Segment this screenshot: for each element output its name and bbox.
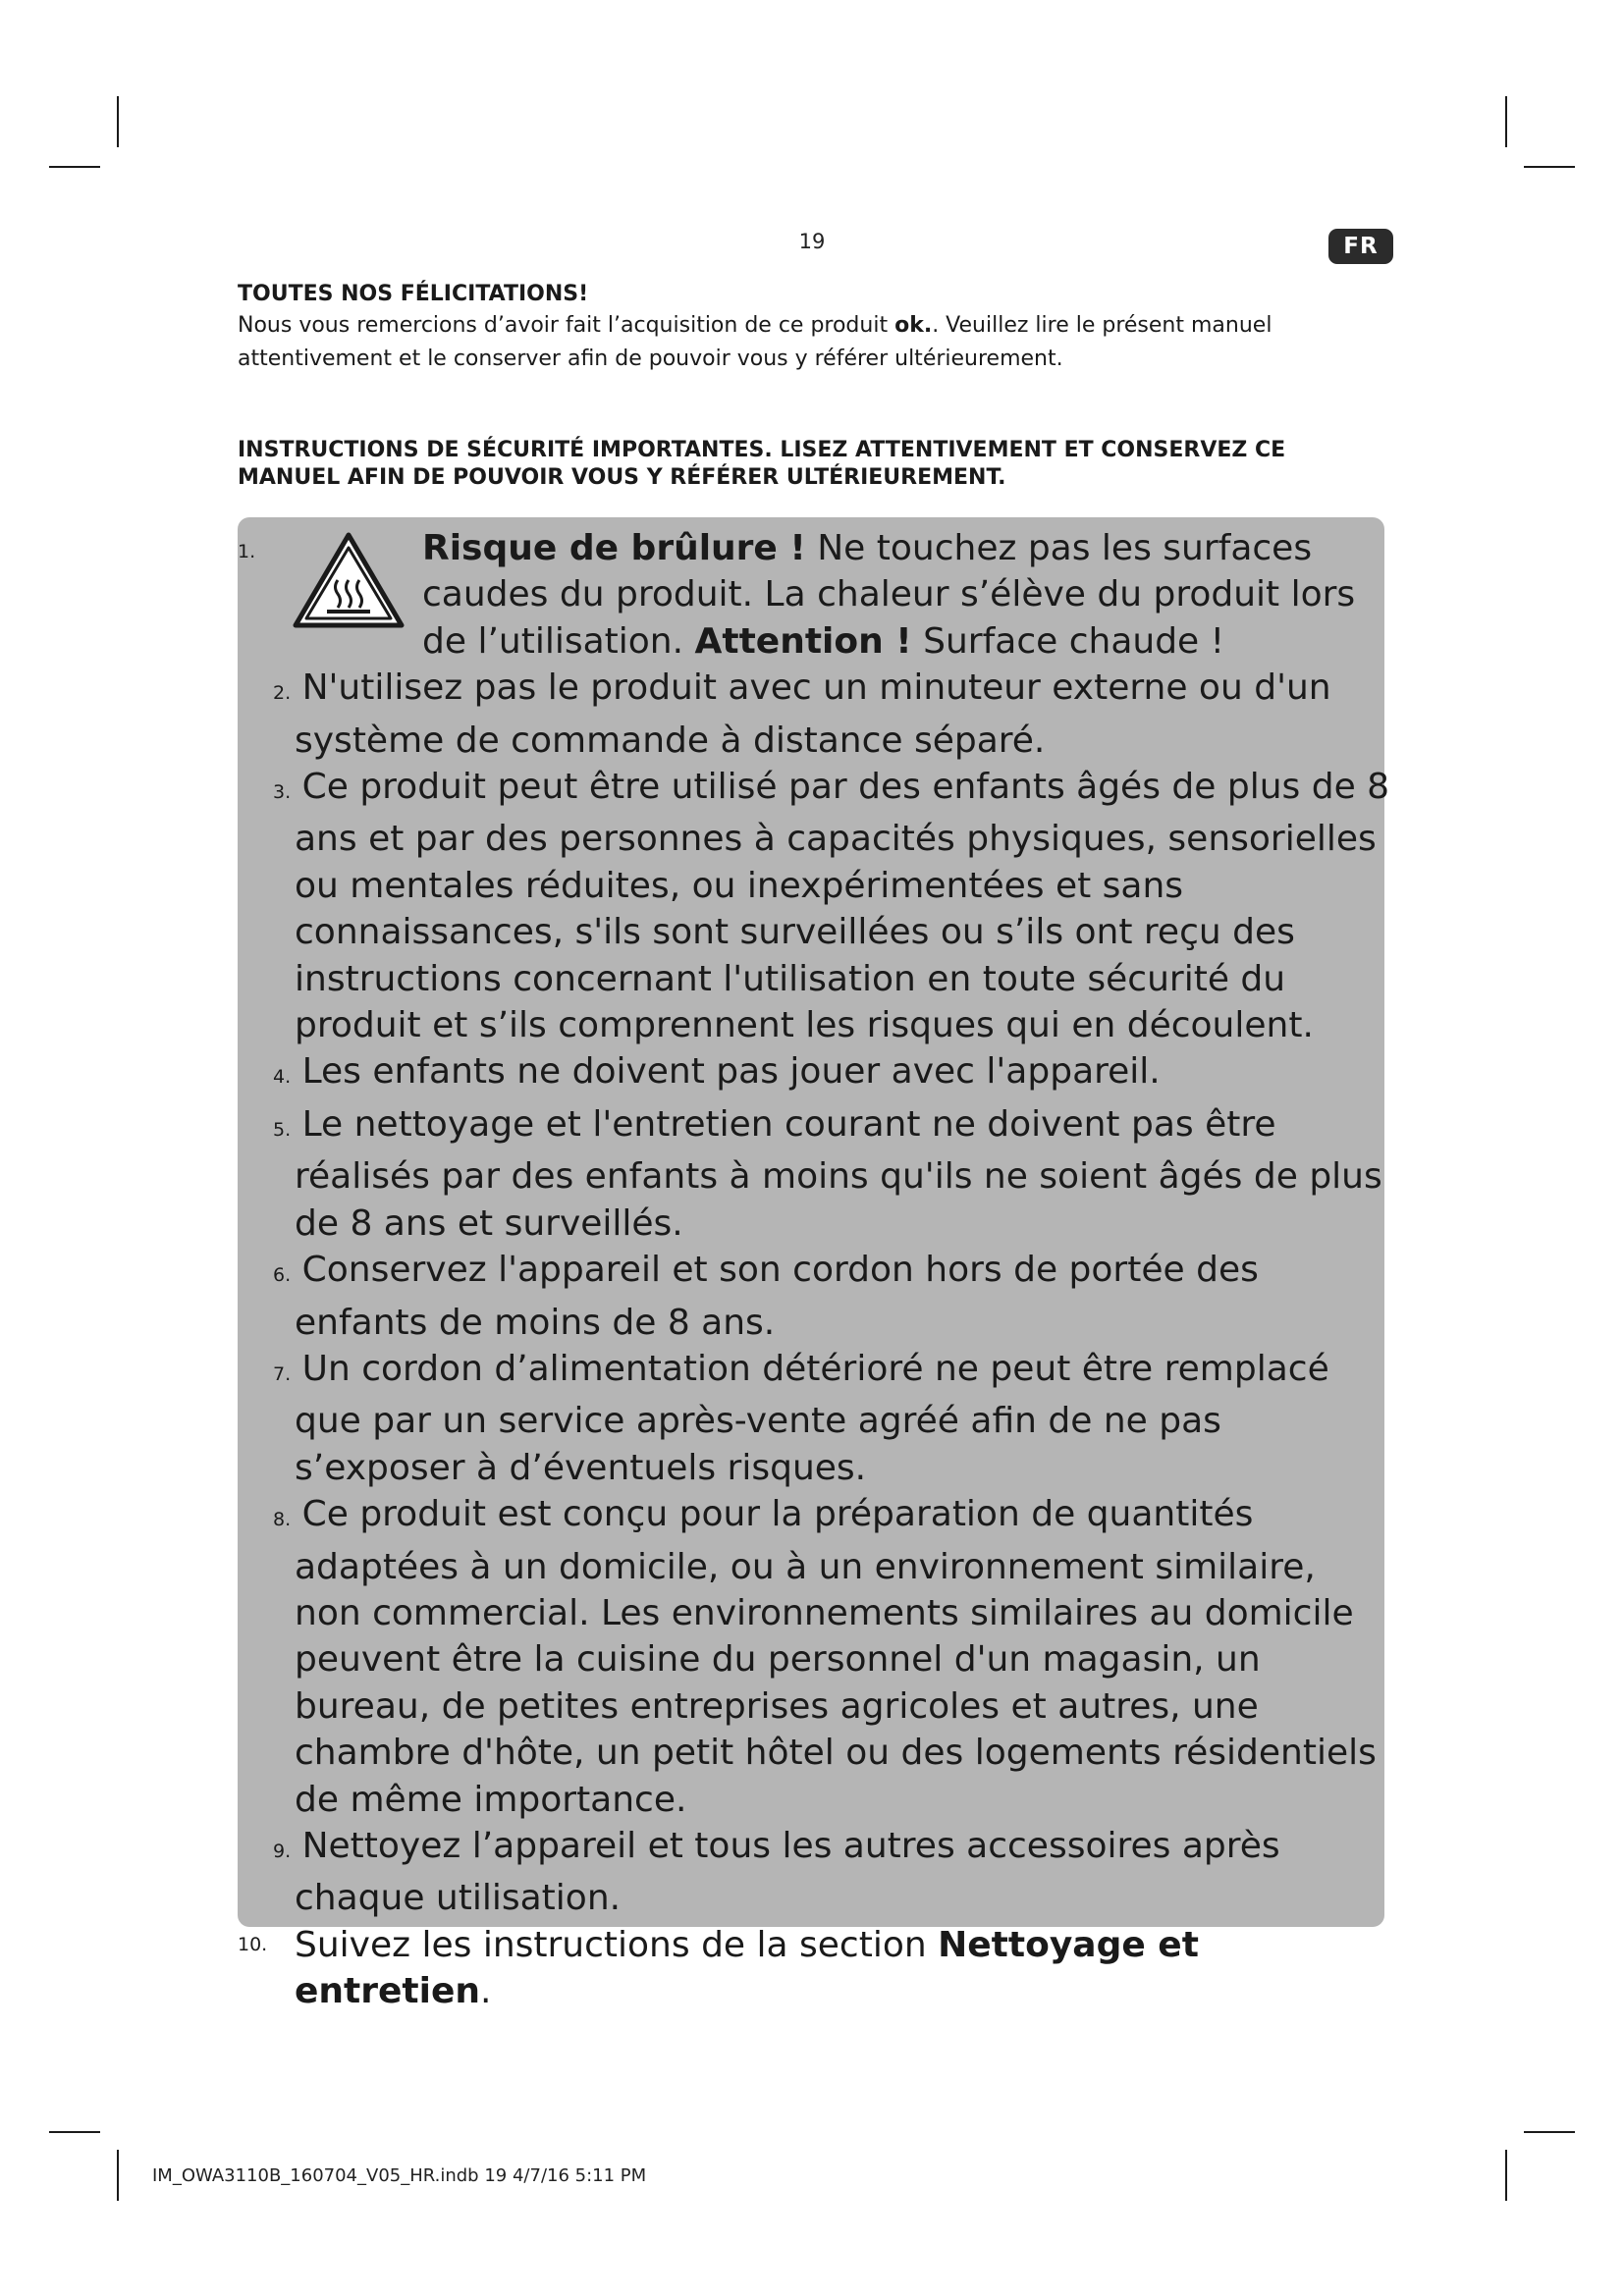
list-item [238, 764, 1391, 1048]
intro-text-end: . Veuillez lire le présent manuel attentivement et le conserver afin de pouvoir vous y référer ultérieurement. [238, 313, 1272, 371]
list-item [238, 1346, 1391, 1491]
list-item [238, 525, 1391, 665]
item-text: Ce produit peut être utilisé par des enfants âgés de plus de 8 ans et par des personnes à capacités physiques, sensorielles ou mentales réduites, ou inexpérimentées et sans connaissances, s'ils sont surveillées ou s’ils ont reçu des instructions concernant l'utilisation en toute sécurité du produit et s’ils comprennent les risques qui en découlent. [295, 767, 1390, 1046]
item-number: 8. [273, 1509, 292, 1531]
item-number: 5. [273, 1118, 292, 1141]
item-number: 6. [273, 1264, 292, 1287]
language-badge: FR [1328, 229, 1393, 264]
congratulations-title: TOUTES NOS FÉLICITATIONS! [238, 282, 589, 306]
list-item [238, 1247, 1391, 1346]
print-footer [152, 2165, 646, 2186]
list-item [238, 1823, 1391, 1922]
crop-mark [1505, 2150, 1507, 2201]
item-text-end: . [480, 1971, 492, 2012]
safety-instructions-list [238, 525, 1391, 2015]
crop-mark [1505, 96, 1507, 147]
item-text: Conservez l'appareil et son cordon hors de portée des enfants de moins de 8 ans. [295, 1250, 1259, 1343]
product-name: ok. [894, 313, 933, 338]
item-number: 9. [273, 1840, 292, 1862]
crop-mark [49, 166, 100, 168]
list-item [238, 665, 1391, 764]
congratulations-text [238, 309, 1337, 376]
item-text: Ne touchez pas les surfaces caudes du produit. La chaleur s’élève du produit lors de l’utilisation. [422, 528, 1356, 662]
crop-mark [117, 96, 119, 147]
file-info: IM_OWA3110B_160704_V05_HR.indb 19 [152, 2165, 508, 2186]
list-item [238, 1101, 1391, 1247]
crop-mark [117, 2150, 119, 2201]
item-number: 1. [238, 541, 256, 562]
list-item [238, 1048, 1391, 1100]
list-item [238, 1922, 1391, 2015]
list-item [238, 1491, 1391, 1823]
item-text: Les enfants ne doivent pas jouer avec l'appareil. [301, 1051, 1161, 1093]
item-text: Le nettoyage et l'entretien courant ne doivent pas être réalisés par des enfants à moins qu'ils ne soient âgés de plus de 8 ans et surveillés. [295, 1103, 1382, 1244]
crop-mark [1524, 2131, 1575, 2133]
item-text: N'utilisez pas le produit avec un minuteur externe ou d'un système de commande à distance séparé. [295, 667, 1331, 761]
congratulations-section [238, 280, 1337, 376]
crop-mark [1524, 166, 1575, 168]
item-text: Un cordon d’alimentation détérioré ne peut être remplacé que par un service après-vente agréé afin de ne pas s’exposer à d’éventuels risques. [295, 1348, 1329, 1488]
item-text: Ce produit est conçu pour la préparation de quantités adaptées à un domicile, ou à un environnement similaire, non commercial. Les environnements similaires au domicile peuvent être la cuisine du personnel d'un magasin, un bureau, de petites entreprises agricoles et autres, une chambre d'hôte, un petit hôtel ou des logements résidentiels de même importance. [295, 1494, 1377, 1820]
item-number: 10. [238, 1933, 268, 1955]
crop-mark [49, 2131, 100, 2133]
safety-heading: INSTRUCTIONS DE SÉCURITÉ IMPORTANTES. LISEZ ATTENTIVEMENT ET CONSERVEZ CE MANUEL AFIN DE POUVOIR VOUS Y RÉFÉRER ULTÉRIEUREMENT. [238, 438, 1286, 490]
item-number: 3. [273, 781, 292, 804]
item-text-end: Surface chaude ! [911, 620, 1225, 662]
item-bold-end: Nettoyage et entretien [295, 1924, 1199, 2012]
hot-surface-warning-icon [292, 531, 406, 629]
item-number: 4. [273, 1066, 292, 1089]
page-number: 19 [798, 230, 826, 253]
intro-text: Nous vous remercions d’avoir fait l’acquisition de ce produit [238, 313, 895, 338]
item-bold-lead: Risque de brûlure ! [422, 528, 806, 568]
item-text: Nettoyez l’appareil et tous les autres accessoires après chaque utilisation. [295, 1825, 1280, 1919]
item-text: Suivez les instructions de la section [295, 1924, 939, 1965]
item-number: 7. [273, 1362, 292, 1385]
item-bold-mid: Attention ! [694, 620, 912, 662]
item-number: 2. [273, 682, 292, 705]
print-date: 4/7/16 5:11 PM [512, 2165, 647, 2186]
